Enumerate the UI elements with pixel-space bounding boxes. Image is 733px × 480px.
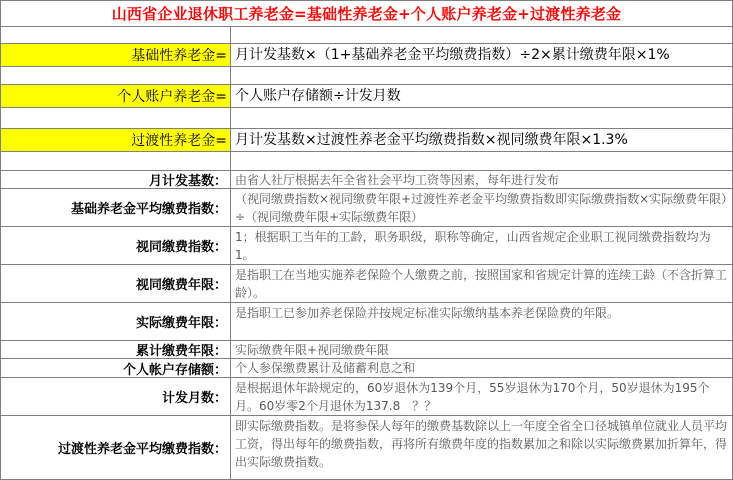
formula-label[interactable]: 个人账户养老金= <box>0 85 231 107</box>
definition-value[interactable]: 是指职工在当地实施养老保险个人缴费之前，按照国家和省规定计算的连续工龄（不含折算工龄）。 <box>231 265 733 302</box>
definition-value[interactable]: 即实际缴费指数。是将参保人每年的缴费基数除以上一年度全省全口径城镇单位就业人员平均工资，得出每年的缴费指数，再将所有缴费年度的指数累加之和除以实际缴费累加折算年，得出实际缴费指数。 <box>231 416 733 479</box>
definition-row <box>0 378 733 416</box>
definition-label[interactable]: 视同缴费年限： <box>0 265 231 302</box>
definition-label[interactable]: 基础养老金平均缴费指数： <box>0 189 231 226</box>
blank-row <box>0 108 733 129</box>
blank-row <box>0 27 733 44</box>
cell-a[interactable] <box>0 27 231 43</box>
definition-row <box>0 359 733 378</box>
blank-row <box>0 67 733 85</box>
definition-row <box>0 227 733 265</box>
cell-b[interactable] <box>231 108 733 128</box>
definition-value[interactable]: 由省人社厅根据去年全省社会平均工资等因素，每年进行发布 <box>231 171 733 188</box>
definition-row <box>0 265 733 303</box>
definition-value[interactable]: （视同缴费指数×视同缴费年限+过渡性养老金平均缴费指数即实际缴费指数×实际缴费年限）÷（视同缴费年限+实际缴费年限） <box>231 189 733 226</box>
definition-label[interactable]: 月计发基数： <box>0 171 231 188</box>
definition-row <box>0 171 733 189</box>
definition-value[interactable]: 是根据退休年龄规定的，60岁退休为139个月，55岁退休为170个月，50岁退休为195个月。60岁零2个月退休为137.8 ？？ <box>231 378 733 415</box>
blank-row <box>0 152 733 171</box>
cell-a[interactable] <box>0 152 231 170</box>
definition-label[interactable]: 个人帐户存储额： <box>0 359 231 377</box>
definition-value[interactable]: 个人参保缴费累计及储蓄利息之和 <box>231 359 733 377</box>
definition-value[interactable]: 实际缴费年限+视同缴费年限 <box>231 341 733 358</box>
definition-label[interactable]: 视同缴费指数： <box>0 227 231 264</box>
definition-label[interactable]: 累计缴费年限： <box>0 341 231 358</box>
formula-row-basic <box>0 44 733 67</box>
cell-b[interactable] <box>231 67 733 84</box>
cell-b[interactable] <box>231 27 733 43</box>
formula-value[interactable]: 月计发基数×（1+基础养老金平均缴费指数）÷2×累计缴费年限×1% <box>231 44 733 66</box>
formula-value[interactable]: 个人账户存储额÷计发月数 <box>231 85 733 107</box>
definition-value[interactable]: 1；根据职工当年的工龄，职务职级，职称等确定，山西省规定企业职工视同缴费指数均为1。 <box>231 227 733 264</box>
definition-value[interactable]: 是指职工已参加养老保险并按规定标准实际缴纳基本养老保险费的年限。 <box>231 303 733 340</box>
definition-row <box>0 303 733 341</box>
formula-value[interactable]: 月计发基数×过渡性养老金平均缴费指数×视同缴费年限×1.3% <box>231 129 733 151</box>
definition-row <box>0 189 733 227</box>
definition-label[interactable]: 过渡性养老金平均缴费指数： <box>0 416 231 479</box>
definition-label[interactable]: 计发月数： <box>0 378 231 415</box>
title-cell[interactable]: 山西省企业退休职工养老金=基础性养老金+个人账户养老金+过渡性养老金 <box>0 0 733 27</box>
definition-row <box>0 341 733 359</box>
formula-label[interactable]: 基础性养老金= <box>0 44 231 66</box>
formula-row-transitional <box>0 129 733 152</box>
cell-a[interactable] <box>0 67 231 84</box>
formula-label[interactable]: 过渡性养老金= <box>0 129 231 151</box>
formula-row-account <box>0 85 733 108</box>
cell-b[interactable] <box>231 152 733 170</box>
definition-row <box>0 416 733 480</box>
definition-label[interactable]: 实际缴费年限： <box>0 303 231 340</box>
cell-a[interactable] <box>0 108 231 128</box>
